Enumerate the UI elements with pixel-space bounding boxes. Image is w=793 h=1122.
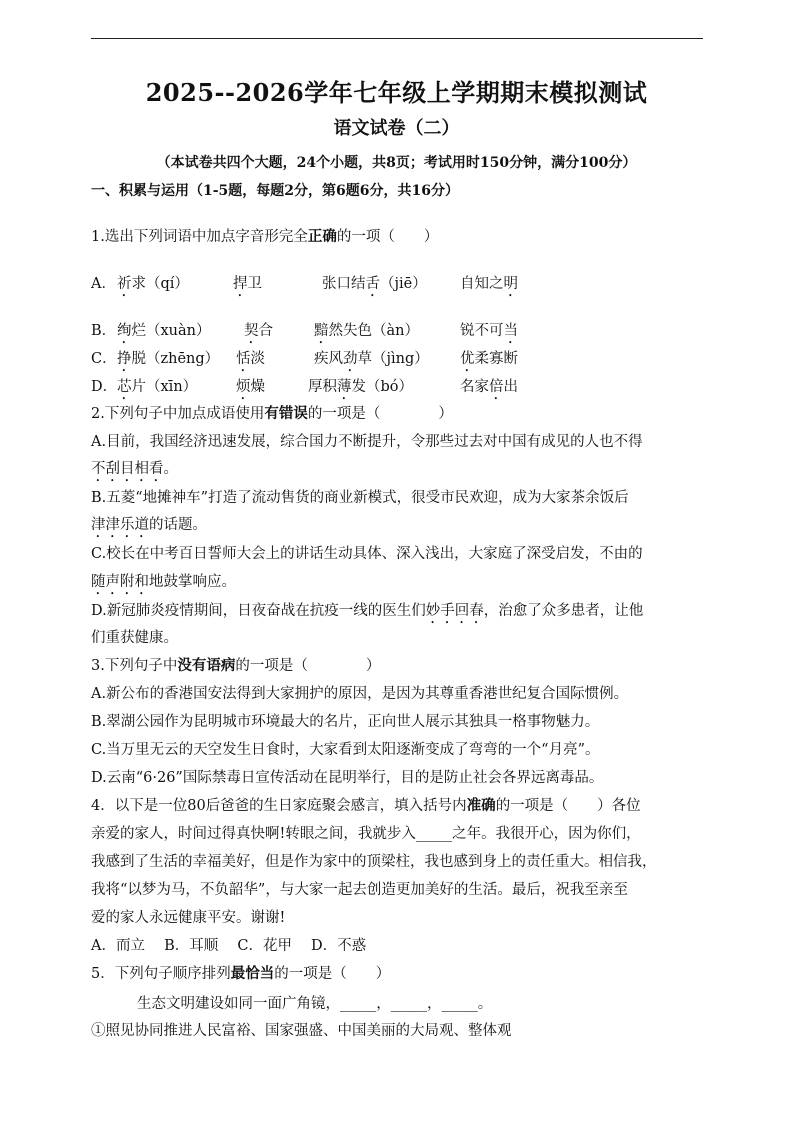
q1-d-word2: 烦燥 <box>236 379 265 395</box>
q1-stem: 1.选出下列词语中加点字音形完全正确的一项（ ） <box>91 228 439 245</box>
q1-b-word1: 绚烂（xuàn） <box>117 323 211 339</box>
q1-b-word4: 锐不可当 <box>460 323 518 339</box>
q1-option-c-label: C． <box>91 351 117 367</box>
q2-option-d-line1: D.新冠肺炎疫情期间，日夜奋战在抗疫一线的医生们妙手回春，治愈了众多患者，让他 <box>91 603 644 619</box>
q4-line2: 亲爱的家人，时间过得真快啊!转眼之间，我就步入_____之年。我很开心，因为你们， <box>91 826 641 842</box>
q3-option-b: B.翠湖公园作为昆明城市环境最大的名片，正向世人展示其独具一格事物魅力。 <box>91 714 600 730</box>
q5-line1: 生态文明建设如同一面广角镜，_____，_____，_____。 <box>137 996 493 1012</box>
q1-a-word2: 捍卫 <box>233 276 262 292</box>
header-rule <box>91 38 703 39</box>
q2-stem: 2.下列句子中加点成语使用有错误的一项是（ ） <box>91 405 453 422</box>
q1-d-word1: 芯片（xīn） <box>117 379 198 395</box>
q3-stem: 3.下列句子中没有语病的一项是（ ） <box>91 657 381 674</box>
q1-a-word1: 祈求（qí） <box>117 276 189 292</box>
q1-c-word4: 优柔寡断 <box>460 351 518 367</box>
q1-b-word2: 契合 <box>244 323 273 339</box>
q4-line1: 4．以下是一位80后爸爸的生日家庭聚会感言，填入括号内准确的一项是（ ）各位 <box>91 797 641 814</box>
q4-options: A．而立 B．耳顺 C．花甲 D．不惑 <box>91 938 367 954</box>
q1-d-word4: 名家倍出 <box>460 379 518 395</box>
q3-option-c: C.当万里无云的天空发生日食时，大家看到太阳逐渐变成了弯弯的一个“月亮”。 <box>91 742 600 758</box>
q1-option-a-label: A． <box>91 276 116 292</box>
q3-option-d: D.云南“6·26”国际禁毒日宣传活动在昆明举行，目的是防止社会各界远离毒品。 <box>91 770 604 786</box>
page-title: 2025--2026学年七年级上学期期末模拟测试 <box>145 78 648 107</box>
q1-a-word3: 张口结舌（jiē） <box>322 276 427 292</box>
q1-c-word2: 恬淡 <box>236 351 265 367</box>
exam-info: （本试卷共四个大题，24个小题，共8页；考试用时150分钟，满分100分） <box>156 155 637 171</box>
q1-b-word3: 黯然失色（àn） <box>314 323 419 339</box>
q2-option-c-line2: 随声附和地鼓掌响应。 <box>91 574 236 590</box>
q1-a-word4: 自知之明 <box>460 276 518 292</box>
q3-option-a: A.新公布的香港国安法得到大家拥护的原因，是因为其尊重香港世纪复合国际惯例。 <box>91 686 629 702</box>
section-heading: 一、积累与运用（1-5题，每题2分，第6题6分，共16分） <box>91 183 459 199</box>
q1-option-d-label: D． <box>91 379 118 395</box>
q2-option-a-line1: A.目前，我国经济迅速发展，综合国力不断提升，令那些过去对中国有成见的人也不得 <box>91 434 643 450</box>
q2-option-b-line1: B.五菱“地摊神车”打造了流动售货的商业新模式，很受市民欢迎，成为大家茶余饭后 <box>91 490 629 506</box>
q2-option-c-line1: C.校长在中考百日誓师大会上的讲话生动具体、深入浅出，大家庭了深受启发，不由的 <box>91 546 643 562</box>
q2-option-b-line2: 津津乐道的话题。 <box>91 517 207 533</box>
q4-line4: 我将“以梦为马，不负韶华”，与大家一起去创造更加美好的生活。最后，祝我至亲至 <box>91 882 628 898</box>
q4-line3: 我感到了生活的幸福美好，但是作为家中的顶梁柱，我也感到身上的责任重大。相信我， <box>91 854 657 870</box>
q5-line2: ①照见协同推进人民富裕、国家强盛、中国美丽的大局观、整体观 <box>91 1023 512 1039</box>
page-subtitle: 语文试卷（二） <box>333 118 460 139</box>
q5-stem: 5．下列句子顺序排列最恰当的一项是（ ） <box>91 965 391 982</box>
q1-c-word3: 疾风劲草（jìng） <box>314 351 429 367</box>
q2-option-a-line2: 不刮目相看。 <box>91 461 178 477</box>
q1-c-word1: 挣脱（zhēng） <box>117 351 220 367</box>
q1-option-b-label: B． <box>91 323 117 339</box>
q2-option-d-line2: 们重获健康。 <box>91 630 178 646</box>
q4-line5: 爱的家人永远健康平安。谢谢! <box>91 910 286 926</box>
q1-d-word3: 厚积薄发（bó） <box>308 379 414 395</box>
